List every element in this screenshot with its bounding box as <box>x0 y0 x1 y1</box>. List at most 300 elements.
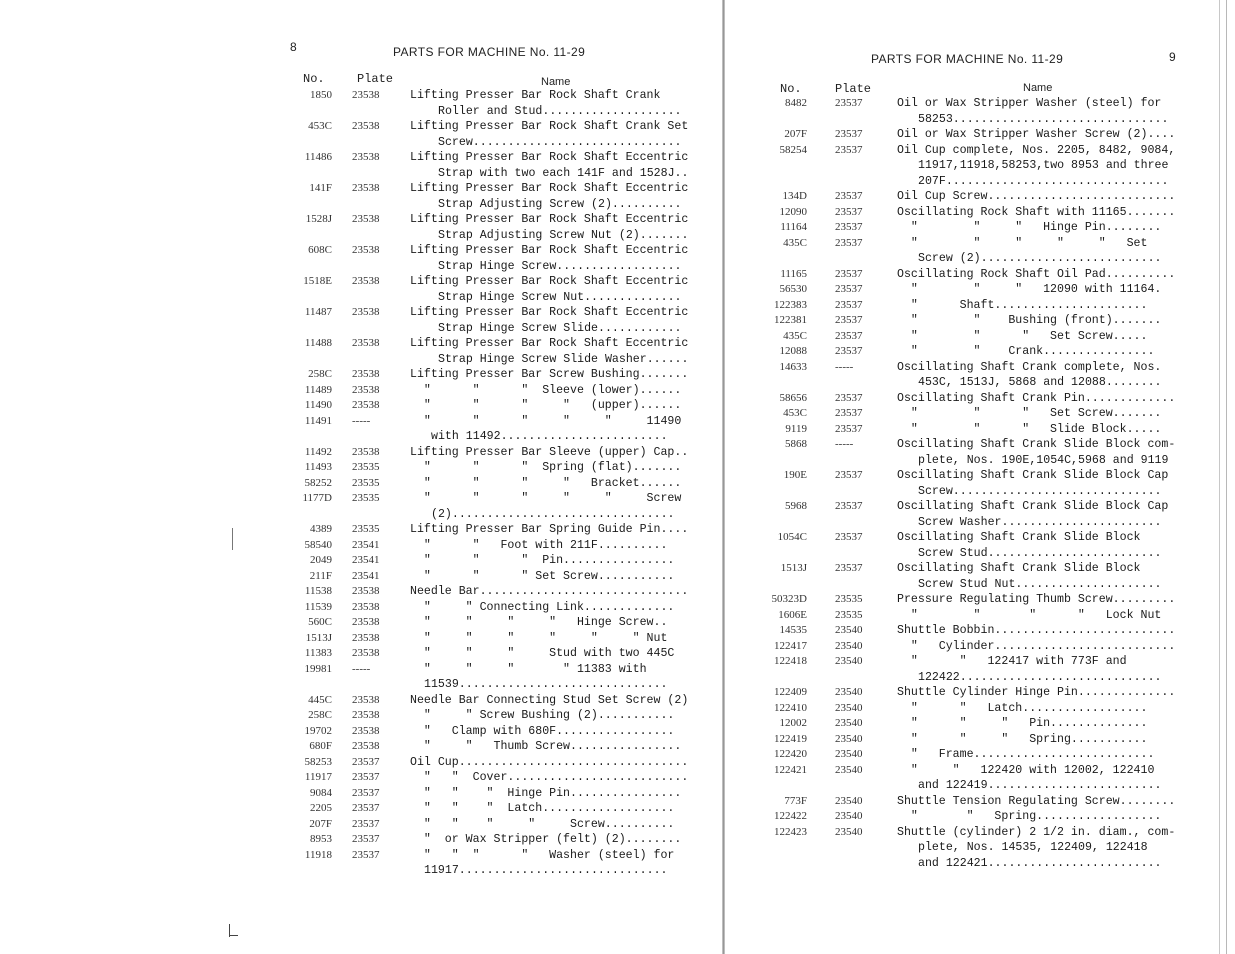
list-item <box>725 298 1235 314</box>
part-name: plete, Nos. 190E,1054C,5968 and 9119 <box>918 453 1169 467</box>
plate-number: ----- <box>835 360 854 373</box>
part-name: " or Wax Stripper (felt) (2)........ <box>410 833 682 846</box>
plate-number: 23537 <box>352 817 380 830</box>
list-item <box>725 127 1235 143</box>
part-name: Screw.............................. <box>438 135 682 149</box>
part-number: 9084 <box>310 786 332 799</box>
column-header-no: No. <box>303 72 325 86</box>
list-item <box>725 639 1235 655</box>
part-number: 58252 <box>304 476 332 489</box>
part-number: 5868 <box>785 438 807 450</box>
part-name: and 122419......................... <box>918 779 1162 792</box>
list-item <box>0 290 722 306</box>
part-number: 56530 <box>779 283 807 295</box>
plate-number: 23537 <box>835 205 863 218</box>
list-item <box>0 119 722 135</box>
list-item <box>0 243 722 259</box>
part-number: 11538 <box>304 585 332 597</box>
list-item <box>725 825 1235 841</box>
part-name: Shuttle Bobbin.......................... <box>897 624 1176 637</box>
part-number: 8953 <box>310 833 332 845</box>
plate-number: 23537 <box>352 771 380 783</box>
part-number: 19981 <box>304 662 332 675</box>
plate-number: 23538 <box>352 616 380 628</box>
part-number: 773F <box>784 794 807 807</box>
list-item <box>0 274 722 290</box>
part-number: 122381 <box>774 314 807 326</box>
list-item <box>0 181 722 197</box>
part-name: 453C, 1513J, 5868 and 12088........ <box>918 376 1162 389</box>
part-number: 1054C <box>777 531 807 543</box>
part-number: 258C <box>308 709 332 721</box>
plate-number: ----- <box>352 414 371 427</box>
part-name: " " " " " Screw <box>410 492 682 505</box>
list-item <box>725 515 1235 531</box>
list-item <box>725 329 1235 345</box>
list-item <box>725 763 1235 779</box>
part-name: Lifting Presser Bar Screw Bushing....... <box>410 368 689 381</box>
list-item <box>0 383 722 399</box>
plate-number: 23540 <box>835 639 863 652</box>
part-number: 258C <box>308 368 332 380</box>
part-name: " " Connecting Link............. <box>410 600 675 614</box>
list-item <box>0 197 722 213</box>
plate-number: 23538 <box>352 120 380 132</box>
part-number: 122410 <box>774 701 807 714</box>
list-item <box>0 693 722 709</box>
part-name: Lifting Presser Bar Spring Guide Pin.... <box>410 523 689 536</box>
part-name: 58253............................... <box>918 112 1169 126</box>
plate-number: 23538 <box>352 724 380 737</box>
part-number: 141F <box>309 182 332 194</box>
part-name: " " Latch.................. <box>897 701 1148 715</box>
part-name: " " " Set Screw....... <box>897 407 1162 420</box>
part-name: Oil or Wax Stripper Washer Screw (2).... <box>897 128 1176 141</box>
part-number: 4389 <box>310 523 332 535</box>
list-item <box>0 615 722 631</box>
part-name: Strap with two each 141F and 1528J.. <box>438 166 689 180</box>
part-name: Strap Hinge Screw Slide Washer...... <box>438 352 689 366</box>
list-item <box>0 166 722 182</box>
part-name: " " " " Lock Nut <box>897 608 1162 622</box>
list-item <box>0 770 722 786</box>
part-name: Strap Adjusting Screw (2).......... <box>438 197 682 211</box>
plate-number: 23537 <box>835 128 863 140</box>
plate-number: 23540 <box>835 794 863 807</box>
part-number: 122422 <box>774 810 807 822</box>
page-number: 9 <box>1169 50 1176 64</box>
part-name: " " Cover.......................... <box>410 771 689 784</box>
part-name: Oil Cup complete, Nos. 2205, 8482, 9084, <box>897 143 1176 157</box>
part-number: 58656 <box>779 391 807 404</box>
part-name: " " " Spring (flat)....... <box>410 461 682 474</box>
part-number: 11486 <box>304 151 332 163</box>
list-item <box>0 522 722 538</box>
part-name: " " Spring.................. <box>897 810 1162 823</box>
plate-number: 23537 <box>835 531 863 543</box>
plate-number: 23538 <box>352 445 380 458</box>
parts-list <box>0 88 722 879</box>
plate-number: 23538 <box>352 585 380 597</box>
list-item <box>725 282 1235 298</box>
part-name: 207F................................ <box>918 174 1169 188</box>
part-number: 14535 <box>779 624 807 636</box>
part-name: with 11492........................ <box>431 430 668 443</box>
list-item <box>0 553 722 569</box>
part-number: 207F <box>309 817 332 830</box>
part-name: Oscillating Shaft Crank complete, Nos. <box>897 360 1162 374</box>
list-item <box>725 437 1235 453</box>
part-number: 445C <box>308 693 332 706</box>
part-name: Screw (2).......................... <box>918 252 1162 265</box>
part-number: 14633 <box>779 360 807 373</box>
column-header-plate: Plate <box>835 82 872 96</box>
part-number: 5968 <box>785 500 807 512</box>
part-number: 11493 <box>304 461 332 473</box>
list-item <box>725 220 1235 236</box>
list-item <box>0 584 722 600</box>
column-header-name: Name <box>1023 82 1053 94</box>
plate-number: 23541 <box>352 569 380 582</box>
list-item <box>725 313 1235 329</box>
part-number: 122423 <box>774 825 807 838</box>
plate-number: 23537 <box>835 283 863 295</box>
part-number: 1528J <box>305 213 332 225</box>
part-number: 122417 <box>774 639 807 652</box>
plate-number: 23540 <box>835 624 863 636</box>
list-item <box>0 336 722 352</box>
list-item <box>725 391 1235 407</box>
plate-number: 23535 <box>352 476 380 489</box>
page-header: PARTS FOR MACHINE No. 11-29 <box>871 52 1064 66</box>
list-item <box>0 600 722 616</box>
part-name: plete, Nos. 14535, 122409, 122418 <box>918 841 1148 854</box>
list-item <box>725 577 1235 593</box>
list-item <box>725 623 1235 639</box>
scan-mark <box>232 528 233 550</box>
part-name: " " " Latch................... <box>410 802 675 815</box>
plate-number: 23538 <box>352 275 380 287</box>
part-number: 453C <box>783 407 807 419</box>
part-name: " " " " (upper)...... <box>410 399 682 412</box>
list-item <box>725 96 1235 112</box>
part-name: Screw Washer....................... <box>918 515 1162 529</box>
plate-number: 23538 <box>352 151 380 163</box>
list-item <box>725 360 1235 376</box>
plate-number: 23540 <box>835 825 863 838</box>
list-item <box>725 561 1235 577</box>
part-number: 1606E <box>778 608 807 621</box>
part-number: 122418 <box>774 655 807 667</box>
part-name: Shuttle (cylinder) 2 1/2 in. diam., com- <box>897 825 1176 839</box>
plate-number: 23538 <box>352 306 380 318</box>
plate-number: 23540 <box>835 717 863 729</box>
part-name: and 122421......................... <box>918 856 1162 870</box>
list-item <box>725 546 1235 562</box>
plate-number: 23535 <box>352 523 380 535</box>
part-number: 11488 <box>304 337 332 349</box>
list-item <box>725 189 1235 205</box>
plate-number: 23537 <box>835 314 863 326</box>
part-name: " Shaft...................... <box>897 298 1148 312</box>
part-name: " " " Set Screw........... <box>410 569 675 583</box>
part-name: Oscillating Shaft Crank Slide Block Cap <box>897 500 1169 513</box>
part-name: Lifting Presser Bar Sleeve (upper) Cap.. <box>410 445 689 459</box>
plate-number: 23537 <box>835 407 863 419</box>
part-number: 122420 <box>774 748 807 760</box>
plate-number: 23535 <box>352 461 380 473</box>
list-item <box>0 569 722 585</box>
part-number: 2049 <box>310 554 332 566</box>
list-item <box>725 840 1235 856</box>
part-number: 207F <box>784 128 807 140</box>
list-item <box>0 305 722 321</box>
right-page <box>725 0 1235 954</box>
plate-number: 23537 <box>835 190 863 202</box>
plate-number: 23541 <box>352 554 380 566</box>
part-name: 122422............................. <box>918 670 1162 684</box>
plate-number: 23537 <box>835 143 863 156</box>
plate-number: 23538 <box>352 631 380 644</box>
column-header-plate: Plate <box>357 72 394 86</box>
plate-number: 23537 <box>352 786 380 799</box>
part-name: Oscillating Shaft Crank Slide Block <box>897 562 1141 575</box>
plate-number: 23535 <box>352 492 380 504</box>
list-item <box>725 670 1235 686</box>
list-item <box>0 476 722 492</box>
part-number: 8482 <box>785 97 807 109</box>
part-number: 2205 <box>310 802 332 814</box>
part-number: 122421 <box>774 763 807 776</box>
plate-number: 23537 <box>835 469 863 481</box>
part-number: 608C <box>308 244 332 256</box>
part-number: 11492 <box>304 445 332 458</box>
part-name: Screw Stud......................... <box>918 546 1162 560</box>
part-number: 12002 <box>779 717 807 729</box>
part-name: Oil or Wax Stripper Washer (steel) for <box>897 97 1162 110</box>
list-item <box>725 406 1235 422</box>
part-name: Pressure Regulating Thumb Screw......... <box>897 593 1176 606</box>
plate-number: 23541 <box>352 538 380 551</box>
part-name: " " Bushing (front)....... <box>897 314 1162 327</box>
part-name: Lifting Presser Bar Rock Shaft Eccentric <box>410 213 689 226</box>
list-item <box>0 677 722 693</box>
list-item <box>725 747 1235 763</box>
plate-number: 23537 <box>835 329 863 342</box>
list-item <box>725 654 1235 670</box>
part-number: 122383 <box>774 298 807 311</box>
list-item <box>0 538 722 554</box>
list-item <box>0 212 722 228</box>
part-number: 58253 <box>304 755 332 768</box>
plate-number: 23537 <box>835 267 863 280</box>
scan-mark <box>229 935 238 936</box>
plate-number: 23537 <box>835 221 863 233</box>
part-number: 1177D <box>302 492 332 504</box>
list-item <box>725 344 1235 360</box>
part-name: " " " Pin.............. <box>897 717 1148 730</box>
plate-number: ----- <box>352 662 371 675</box>
list-item <box>725 484 1235 500</box>
list-item <box>725 205 1235 221</box>
part-name: Screw Stud Nut..................... <box>918 577 1162 591</box>
plate-number: ----- <box>835 438 854 450</box>
plate-number: 23538 <box>352 383 380 396</box>
list-item <box>0 88 722 104</box>
list-item <box>0 863 722 879</box>
list-item <box>725 794 1235 810</box>
plate-number: 23538 <box>352 368 380 380</box>
part-number: 190E <box>783 469 807 481</box>
part-number: 11383 <box>304 647 332 659</box>
part-number: 11487 <box>304 306 332 318</box>
part-name: " " " " " 11490 <box>410 414 682 428</box>
list-item <box>0 104 722 120</box>
plate-number: 23537 <box>835 236 863 249</box>
plate-number: 23540 <box>835 810 863 822</box>
part-name: Oscillating Shaft Crank Slide Block com- <box>897 438 1176 451</box>
part-number: 12088 <box>779 345 807 357</box>
list-item <box>725 236 1235 252</box>
part-name: " " " " " " Nut <box>410 631 668 645</box>
plate-number: 23538 <box>352 600 380 613</box>
plate-number: 23538 <box>352 740 380 752</box>
part-name: Oscillating Rock Shaft Oil Pad.......... <box>897 267 1176 281</box>
part-name: " " " " Screw.......... <box>410 817 675 831</box>
part-name: " " " Set Screw..... <box>897 329 1148 343</box>
part-number: 1513J <box>305 631 332 644</box>
part-name: Shuttle Tension Regulating Screw........ <box>897 794 1176 808</box>
list-item <box>725 809 1235 825</box>
plate-number: 23537 <box>835 422 863 435</box>
part-name: Lifting Presser Bar Rock Shaft Crank Set <box>410 120 689 133</box>
part-number: 453C <box>308 120 332 132</box>
plate-number: 23537 <box>352 755 380 768</box>
part-number: 122409 <box>774 686 807 698</box>
list-item <box>0 150 722 166</box>
part-name: " " " " Bracket...... <box>410 476 682 490</box>
list-item <box>0 491 722 507</box>
part-number: 11491 <box>304 414 332 427</box>
part-number: 11539 <box>304 600 332 613</box>
part-name: Oscillating Shaft Crank Slide Block Cap <box>897 469 1169 482</box>
list-item <box>725 158 1235 174</box>
list-item <box>0 445 722 461</box>
list-item <box>0 708 722 724</box>
part-name: Lifting Presser Bar Rock Shaft Crank <box>410 89 661 102</box>
part-name: Oscillating Shaft Crank Pin............. <box>897 391 1176 405</box>
list-item <box>0 352 722 368</box>
part-name: 11917,11918,58253,two 8953 and three <box>918 159 1169 172</box>
part-number: 435C <box>783 329 807 342</box>
plate-number: 23537 <box>835 97 863 109</box>
list-item <box>725 174 1235 190</box>
part-name: " " " Stud with two 445C <box>410 647 675 660</box>
list-item <box>0 724 722 740</box>
part-name: 11917.............................. <box>424 864 668 877</box>
part-name: " " " Spring........... <box>897 732 1148 746</box>
plate-number: 23538 <box>352 244 380 256</box>
list-item <box>725 112 1235 128</box>
part-name: " " " 12090 with 11164. <box>897 283 1162 296</box>
part-number: 680F <box>309 740 332 752</box>
list-item <box>0 786 722 802</box>
part-name: Needle Bar.............................. <box>410 585 689 598</box>
part-number: 1850 <box>310 89 332 101</box>
part-name: " " Thumb Screw................ <box>410 740 682 753</box>
part-name: " " " Slide Block..... <box>897 422 1162 436</box>
list-item <box>0 631 722 647</box>
part-number: 435C <box>783 236 807 249</box>
list-item <box>725 592 1235 608</box>
part-name: Lifting Presser Bar Rock Shaft Eccentric <box>410 182 689 195</box>
list-item <box>725 732 1235 748</box>
plate-number: 23538 <box>352 647 380 659</box>
plate-number: 23537 <box>835 500 863 512</box>
list-item <box>0 755 722 771</box>
part-number: 560C <box>308 616 332 628</box>
part-name: " " Foot with 211F.......... <box>410 538 668 552</box>
plate-number: 23538 <box>352 337 380 349</box>
part-name: " " " Sleeve (lower)...... <box>410 383 682 397</box>
list-item <box>0 429 722 445</box>
plate-number: 23538 <box>352 693 380 706</box>
plate-number: 23538 <box>352 709 380 721</box>
list-item <box>0 135 722 151</box>
list-item <box>725 453 1235 469</box>
part-number: 11165 <box>780 267 807 280</box>
part-name: " " 122417 with 773F and <box>897 655 1127 668</box>
list-item <box>725 778 1235 794</box>
list-item <box>725 530 1235 546</box>
plate-number: 23540 <box>835 763 863 776</box>
plate-number: 23540 <box>835 748 863 760</box>
plate-number: 23535 <box>835 608 863 621</box>
plate-number: 23538 <box>352 213 380 225</box>
list-item <box>725 375 1235 391</box>
part-name: " " " " " Set <box>897 236 1148 250</box>
part-name: Oil Cup................................. <box>410 755 689 769</box>
part-number: 11917 <box>304 771 332 783</box>
list-item <box>0 739 722 755</box>
plate-number: 23540 <box>835 732 863 745</box>
part-number: 122419 <box>774 732 807 745</box>
part-number: 11489 <box>304 383 332 396</box>
part-number: 1513J <box>780 562 807 574</box>
part-name: Lifting Presser Bar Rock Shaft Eccentric <box>410 151 689 164</box>
plate-number: 23537 <box>352 833 380 845</box>
part-name: Lifting Presser Bar Rock Shaft Eccentric <box>410 244 689 257</box>
part-number: 1518E <box>303 275 332 287</box>
list-item <box>725 608 1235 624</box>
part-name: (2)................................ <box>431 507 675 521</box>
part-number: 211F <box>309 569 332 582</box>
part-number: 58254 <box>779 143 807 156</box>
part-name: " Frame.......................... <box>897 748 1155 761</box>
plate-number: 23540 <box>835 655 863 667</box>
list-item <box>0 646 722 662</box>
part-name: Lifting Presser Bar Rock Shaft Eccentric <box>410 306 689 319</box>
plate-number: 23540 <box>835 701 863 714</box>
part-name: " " 122420 with 12002, 122410 <box>897 763 1155 777</box>
list-item <box>0 848 722 864</box>
list-item <box>0 228 722 244</box>
part-name: " " " " 11383 with <box>410 662 647 676</box>
part-name: Strap Hinge Screw Nut.............. <box>438 290 682 304</box>
part-name: Shuttle Cylinder Hinge Pin.............. <box>897 686 1176 699</box>
list-item <box>0 414 722 430</box>
list-item <box>0 507 722 523</box>
